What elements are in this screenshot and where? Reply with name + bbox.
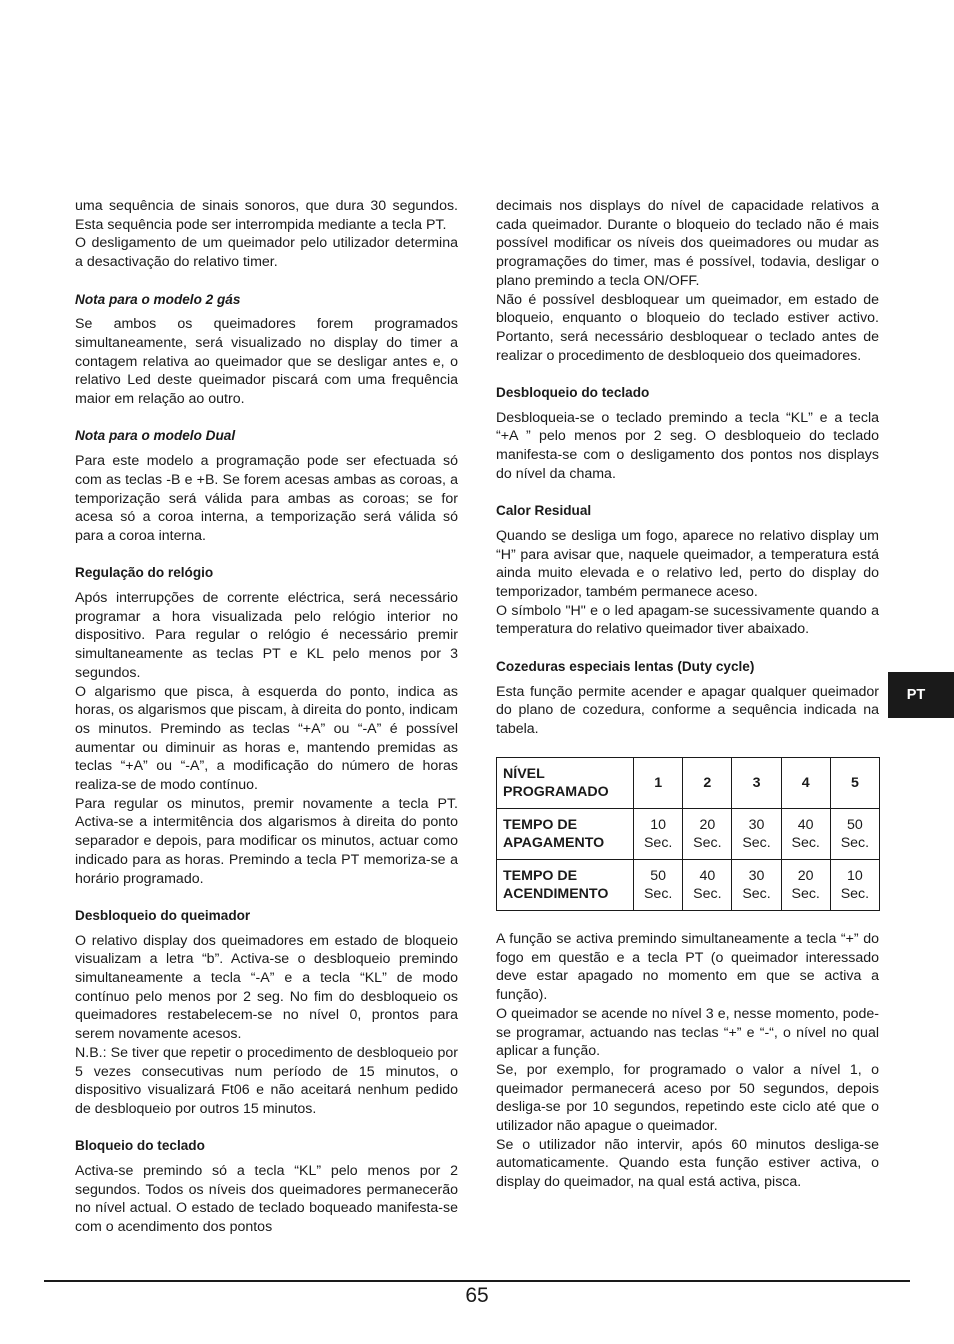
table-row xyxy=(497,860,880,911)
section-heading: Nota para o modelo Dual xyxy=(75,428,236,444)
table-cell: 30 Sec. xyxy=(732,860,781,911)
table-cell: 40 Sec. xyxy=(781,809,830,860)
paragraph: Quando se desliga um fogo, aparece no relativo display um “H” para avisar que, naquele queimador, a temperatura está ainda muito elevada e o relativo led, perto do display do temporizador, também permanece aceso. xyxy=(496,527,879,601)
table-cell: 20 Sec. xyxy=(781,860,830,911)
section-heading: Calor Residual xyxy=(496,503,592,519)
table-cell: 10 Sec. xyxy=(830,860,879,911)
table-row-label: TEMPO DE ACENDIMENTO xyxy=(497,860,634,911)
section-heading: Regulação do relógio xyxy=(75,565,214,581)
paragraph: Para regular os minutos, premir novamente a tecla PT. Activa-se a intermitência dos algarismos à direita do ponto separador e depois, para modificar os minutos, actuar como indicado para as horas. Premindo a tecla PT memoriza-se a horário programado. xyxy=(75,795,458,887)
table-row xyxy=(497,758,880,809)
paragraph: decimais nos displays do nível de capacidade relativos a cada queimador. Durante o bloqueio do teclado não é mais possível modificar os níveis dos queimadores ou mudar as programações do timer, mas é possível, todavia, desligar o plano premindo a tecla ON/OFF. xyxy=(496,198,879,289)
paragraph: O algarismo que pisca, à esquerda do ponto, indica as horas, os algarismos que piscam, à direita do ponto, indicam os minutos. Premindo as teclas “+A” ou “-A” é possível aumentar ou diminuir as horas e, mantendo premidas as teclas “+A” ou “-A”, a modificação do número de horas realiza-se de modo contínuo. xyxy=(75,683,458,794)
table-row-label: NÍVEL PROGRAMADO xyxy=(497,758,634,809)
table-cell: 50 Sec. xyxy=(634,860,683,911)
section-heading: Desbloqueio do queimador xyxy=(75,907,251,923)
paragraph: O queimador se acende no nível 3 e, nesse momento, pode-se programar, actuando nas teclas “+” e “-“, o nível no qual aplicar a função. xyxy=(496,1005,879,1060)
paragraph: uma sequência de sinais sonoros, que dura 30 segundos. Esta sequência pode ser interrompida mediante a tecla PT. xyxy=(75,198,458,233)
page-number: 65 xyxy=(465,1284,489,1307)
table-row xyxy=(497,809,880,860)
section-heading: Bloqueio do teclado xyxy=(75,1138,205,1154)
paragraph: Após interrupções de corrente eléctrica, será necessário programar a hora visualizada pelo relógio interior no dispositivo. Para regular o relógio é necessário premir simultaneamente as teclas PT e KL pelo menos por 3 segundos. xyxy=(75,590,458,681)
footer-rule xyxy=(44,1280,910,1282)
paragraph: Para este modelo a programação pode ser efectuada só com as teclas -B e +B. Se forem acesas ambas as coroas, a temporização será válida para ambas as coroas; se for acesa só a coroa interna, a temporização será válida só para a coroa interna. xyxy=(75,453,458,544)
table-cell: 2 xyxy=(683,758,732,809)
paragraph: Se, por exemplo, for programado o valor a nível 1, o queimador permanecerá aceso por 50 segundos, depois desliga-se por 10 segundos, repetindo este ciclo até que o utilizador não apague o queimador. xyxy=(496,1061,879,1135)
paragraph: Se o utilizador não intervir, após 60 minutos desliga-se automaticamente. Quando esta função estiver activa, o display do queimador, na qual está activa, pisca. xyxy=(496,1136,879,1191)
paragraph: A função se activa premindo simultaneamente a tecla “+” do fogo em questão e a tecla PT (o queimador interessado deve estar apagado no momento em que se activa a função). xyxy=(496,931,879,1004)
paragraph: N.B.: Se tiver que repetir o procedimento de desbloqueio por 5 vezes consecutivas num período de 15 minutos, o dispositivo visualizará Ft06 e não aceitará nenhum pedido de desbloqueio por outros 15 minutos. xyxy=(75,1044,458,1117)
table-cell: 40 Sec. xyxy=(683,860,732,911)
paragraph: O desligamento de um queimador pelo utilizador determina a desactivação do relativo timer. xyxy=(75,235,458,271)
table-cell: 5 xyxy=(830,758,879,809)
left-column xyxy=(75,197,458,1237)
right-column xyxy=(496,197,879,1192)
section-heading: Cozeduras especiais lentas (Duty cycle) xyxy=(496,658,755,674)
table-cell: 1 xyxy=(634,758,683,809)
paragraph: Não é possível desbloquear um queimador, em estado de bloqueio, enquanto o bloqueio do teclado estiver activo. Portanto, será necessário desbloquear o teclado antes de realizar o procedimento de desbloqueio dos queimadores. xyxy=(496,291,879,364)
table-cell: 3 xyxy=(732,758,781,809)
table-cell: 30 Sec. xyxy=(732,809,781,860)
table-cell: 50 Sec. xyxy=(830,809,879,860)
paragraph: O símbolo "H" e o led apagam-se sucessivamente quando a temperatura do relativo queimador tiver abaixado. xyxy=(496,602,879,638)
paragraph: Desbloqueia-se o teclado premindo a tecla “KL” e a tecla “+A ” pelo menos por 2 seg. O desbloqueio do teclado manifesta-se com o desligamento dos pontos nos displays do nível da chama. xyxy=(496,409,879,482)
table-cell: 4 xyxy=(781,758,830,809)
table-cell: 20 Sec. xyxy=(683,809,732,860)
paragraph: Activa-se premindo só a tecla “KL” pelo menos por 2 segundos. Todos os níveis dos queimadores permanecerão no nível actual. O estado de teclado boqueado manifesta-se com o acendimento dos pontos xyxy=(75,1163,458,1236)
table-row-label: TEMPO DE APAGAMENTO xyxy=(497,809,634,860)
section-heading: Desbloqueio do teclado xyxy=(496,385,650,401)
paragraph: O relativo display dos queimadores em estado de bloqueio visualizam a letra “b”. Activa-se o desbloqueio premindo simultaneamente a tecla “-A” e a tecla “KL” de modo contínuo pelo menos por 2 seg. No fim do desbloqueio os queimadores restabelecem-se no nível 0, prontos para serem novamente acesos. xyxy=(75,932,458,1043)
table-cell: 10 Sec. xyxy=(634,809,683,860)
language-tab: PT xyxy=(888,672,954,718)
section-heading: Nota para o modelo 2 gás xyxy=(75,291,241,307)
paragraph: Se ambos os queimadores forem programados simultaneamente, será visualizado no display do timer a contagem relativa ao queimador que se desligar antes e, o relativo Led deste queimador piscará com uma frequência maior em relação ao outro. xyxy=(75,316,458,408)
paragraph: Esta função permite acender e apagar qualquer queimador do plano de cozedura, conforme a sequência indicada na tabela. xyxy=(496,683,879,737)
duty-cycle-table xyxy=(496,757,880,911)
